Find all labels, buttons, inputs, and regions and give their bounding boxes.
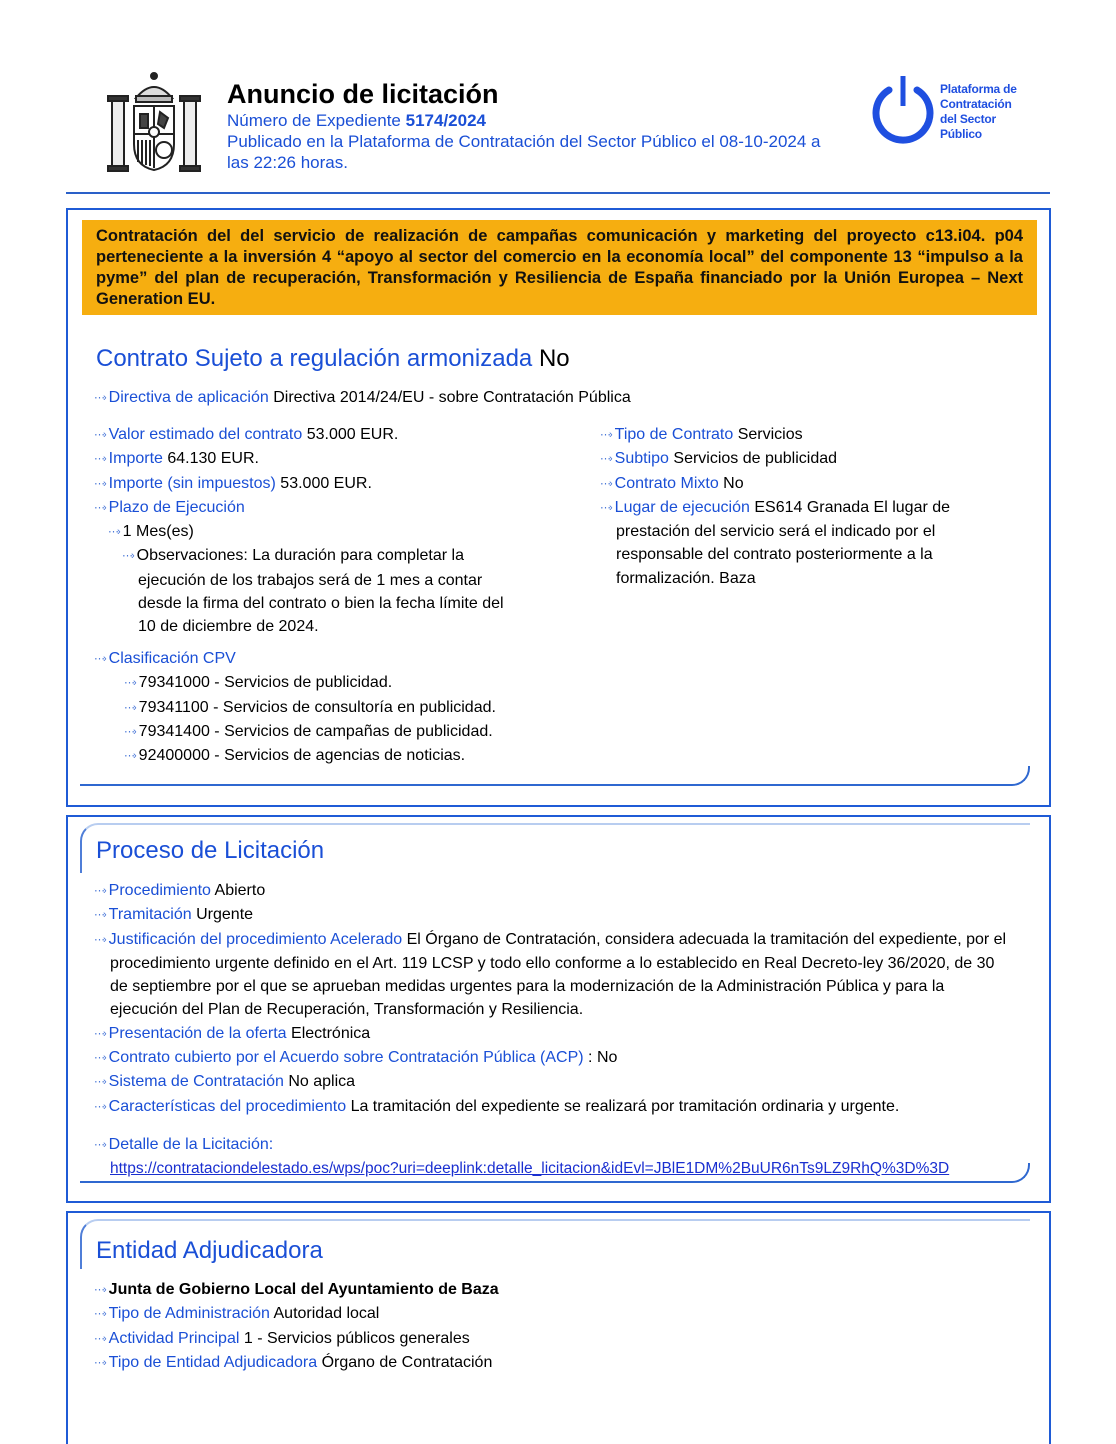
directiva-row: ⋯› Directiva de aplicación Directiva 2014/24/EU - sobre Contratación Pública xyxy=(94,386,631,410)
procedimiento-row: ⋯› Procedimiento Abierto xyxy=(94,879,1044,903)
entidad-section xyxy=(66,1211,1051,1444)
dotted-arrow-icon: ⋯› xyxy=(94,1308,105,1321)
plazo-observaciones: ⋯› Observaciones: La duración para completar la ejecución de los trabajos será de 1 mes a contar desde la firma del contrato o bien la fecha límite del 10 de diciembre de 2024. xyxy=(122,547,504,636)
tipo-administracion-row: ⋯› Tipo de Administración Autoridad local xyxy=(94,1302,994,1326)
detalle-row: ⋯› Detalle de la Licitación: https://contrataciondelestado.es/wps/poc?uri=deeplink:detalle_licitacion&idEvl=JBlE1DM%2BuUR6nTs9LZ9RhQ%3D%3D xyxy=(94,1135,950,1178)
valor-estimado-row: ⋯› Valor estimado del contrato 53.000 EUR. xyxy=(94,423,574,447)
dotted-arrow-icon: ⋯› xyxy=(94,885,105,897)
dotted-arrow-icon: ⋯› xyxy=(94,1076,105,1089)
platform-logo xyxy=(868,70,1038,150)
published-line: Publicado en la Plataforma de Contratación del Sector Público el 08-10-2024 a las 22:26 horas. xyxy=(227,132,821,172)
dotted-arrow-icon: ⋯› xyxy=(94,477,105,490)
platform-logo-text: Plataforma de Contratación del Sector Público xyxy=(940,82,1017,141)
dotted-arrow-icon: ⋯› xyxy=(124,750,135,763)
power-button-logo-icon xyxy=(868,70,938,146)
dotted-arrow-icon: ⋯› xyxy=(94,392,105,404)
contract-section xyxy=(66,208,1051,807)
dotted-arrow-icon: ⋯› xyxy=(94,653,105,665)
cpv-item: ⋯› 92400000 - Servicios de agencias de noticias. xyxy=(94,744,694,768)
subtipo-row: ⋯› Subtipo Servicios de publicidad xyxy=(600,447,1020,471)
contract-right-column xyxy=(600,423,1020,590)
entidad-name-row: ⋯› Junta de Gobierno Local del Ayuntamiento de Baza xyxy=(94,1278,994,1302)
plazo-row: ⋯› Plazo de Ejecución xyxy=(94,496,574,520)
cpv-label-row: ⋯› Clasificación CPV xyxy=(94,647,694,671)
dotted-arrow-icon: ⋯› xyxy=(94,1138,105,1151)
expediente-number: 5174/2024 xyxy=(405,111,486,130)
armonizada-value: No xyxy=(538,345,570,372)
justificacion-row: ⋯› Justificación del procedimiento Acelerado El Órgano de Contratación, considera adecuada la tramitación del expediente, por el procedimiento urgente definido en el Art. 119 LCSP y todo ello conforme a lo establecido en Real Decreto-ley 36/2020, de 30 de septiembre por el que se aprueban medidas urgentes para la modernización de la Administración Pública y para la ejecución del Plan de Recuperación, Transformación y Resiliencia. xyxy=(94,930,1007,1019)
tramitacion-row: ⋯› Tramitación Urgente xyxy=(94,903,1044,927)
detalle-licitacion-link[interactable]: https://contrataciondelestado.es/wps/poc?uri=deeplink:detalle_licitacion&idEvl=JBlE1DM%2BuUR6nTs9LZ9RhQ%3D%3D xyxy=(110,1160,950,1178)
spain-coat-of-arms-icon xyxy=(106,70,202,174)
cpv-item: ⋯› 79341100 - Servicios de consultoría en publicidad. xyxy=(94,696,694,720)
dotted-arrow-icon: ⋯› xyxy=(94,1332,105,1345)
dotted-arrow-icon: ⋯› xyxy=(94,1356,105,1369)
dotted-arrow-icon: ⋯› xyxy=(108,526,119,539)
dotted-arrow-icon: ⋯› xyxy=(94,429,105,441)
dotted-arrow-icon: ⋯› xyxy=(122,550,133,563)
cpv-item: ⋯› 79341000 - Servicios de publicidad. xyxy=(94,671,694,695)
dotted-arrow-icon: ⋯› xyxy=(600,453,611,466)
dotted-arrow-icon: ⋯› xyxy=(124,677,135,690)
contract-description-banner: Contratación del del servicio de realización de campañas comunicación y marketing del proyecto c13.i04. p04 perteneciente a la inversión 4 “apoyo al sector del comercio en la economía local” del componente 13 “impulso a la pyme” del plan de recuperación, Transformación y Resiliencia de España financiado por la Unión Europea – Next Generation EU. xyxy=(82,220,1037,315)
dotted-arrow-icon: ⋯› xyxy=(94,1284,105,1296)
presentacion-row: ⋯› Presentación de la oferta Electrónica xyxy=(94,1022,1044,1046)
contrato-mixto-row: ⋯› Contrato Mixto No xyxy=(600,472,1020,496)
dotted-arrow-icon: ⋯› xyxy=(94,909,105,922)
plazo-duration: ⋯› 1 Mes(es) xyxy=(94,520,574,544)
contract-left-column xyxy=(94,423,574,639)
expediente-line: Número de Expediente 5174/2024 xyxy=(227,111,486,130)
armonizada-heading: Contrato Sujeto a regulación armonizada No xyxy=(96,345,570,372)
dotted-arrow-icon: ⋯› xyxy=(600,429,611,441)
section-divider xyxy=(80,766,1030,786)
proceso-heading: Proceso de Licitación xyxy=(96,837,325,864)
actividad-principal-row: ⋯› Actividad Principal 1 - Servicios públicos generales xyxy=(94,1327,994,1351)
proceso-rows xyxy=(94,879,1044,1181)
importe-row: ⋯› Importe 64.130 EUR. xyxy=(94,447,574,471)
acp-row: ⋯› Contrato cubierto por el Acuerdo sobre Contratación Pública (ACP) : No xyxy=(94,1046,1044,1070)
dotted-arrow-icon: ⋯› xyxy=(600,501,611,514)
tipo-entidad-row: ⋯› Tipo de Entidad Adjudicadora Órgano de Contratación xyxy=(94,1351,994,1375)
proceso-section xyxy=(66,815,1051,1203)
dotted-arrow-icon: ⋯› xyxy=(94,1100,105,1113)
tipo-contrato-row: ⋯› Tipo de Contrato Servicios xyxy=(600,423,1020,447)
cpv-item: ⋯› 79341400 - Servicios de campañas de publicidad. xyxy=(94,720,694,744)
dotted-arrow-icon: ⋯› xyxy=(94,501,105,514)
dotted-arrow-icon: ⋯› xyxy=(94,1052,105,1065)
cpv-block xyxy=(94,647,694,768)
importe-sin-impuestos-row: ⋯› Importe (sin impuestos) 53.000 EUR. xyxy=(94,472,574,496)
dotted-arrow-icon: ⋯› xyxy=(600,477,611,490)
lugar-ejecucion-row: ⋯› Lugar de ejecución ES614 Granada El lugar de prestación del servicio será el indicado por el responsable del contrato posteriormente a la formalización. Baza xyxy=(600,498,951,587)
dotted-arrow-icon: ⋯› xyxy=(94,453,105,466)
entidad-heading: Entidad Adjudicadora xyxy=(96,1237,323,1264)
section-divider xyxy=(80,1163,1030,1183)
dotted-arrow-icon: ⋯› xyxy=(124,725,135,738)
page-title: Anuncio de licitación xyxy=(227,79,499,109)
header-divider xyxy=(66,192,1050,194)
page-header xyxy=(66,60,1050,195)
dotted-arrow-icon: ⋯› xyxy=(94,933,105,946)
caracteristicas-row: ⋯› Características del procedimiento La tramitación del expediente se realizará por tramitación ordinaria y urgente. xyxy=(94,1095,1044,1119)
dotted-arrow-icon: ⋯› xyxy=(124,701,135,714)
dotted-arrow-icon: ⋯› xyxy=(94,1027,105,1040)
sistema-row: ⋯› Sistema de Contratación No aplica xyxy=(94,1070,1044,1094)
entidad-rows xyxy=(94,1278,994,1375)
